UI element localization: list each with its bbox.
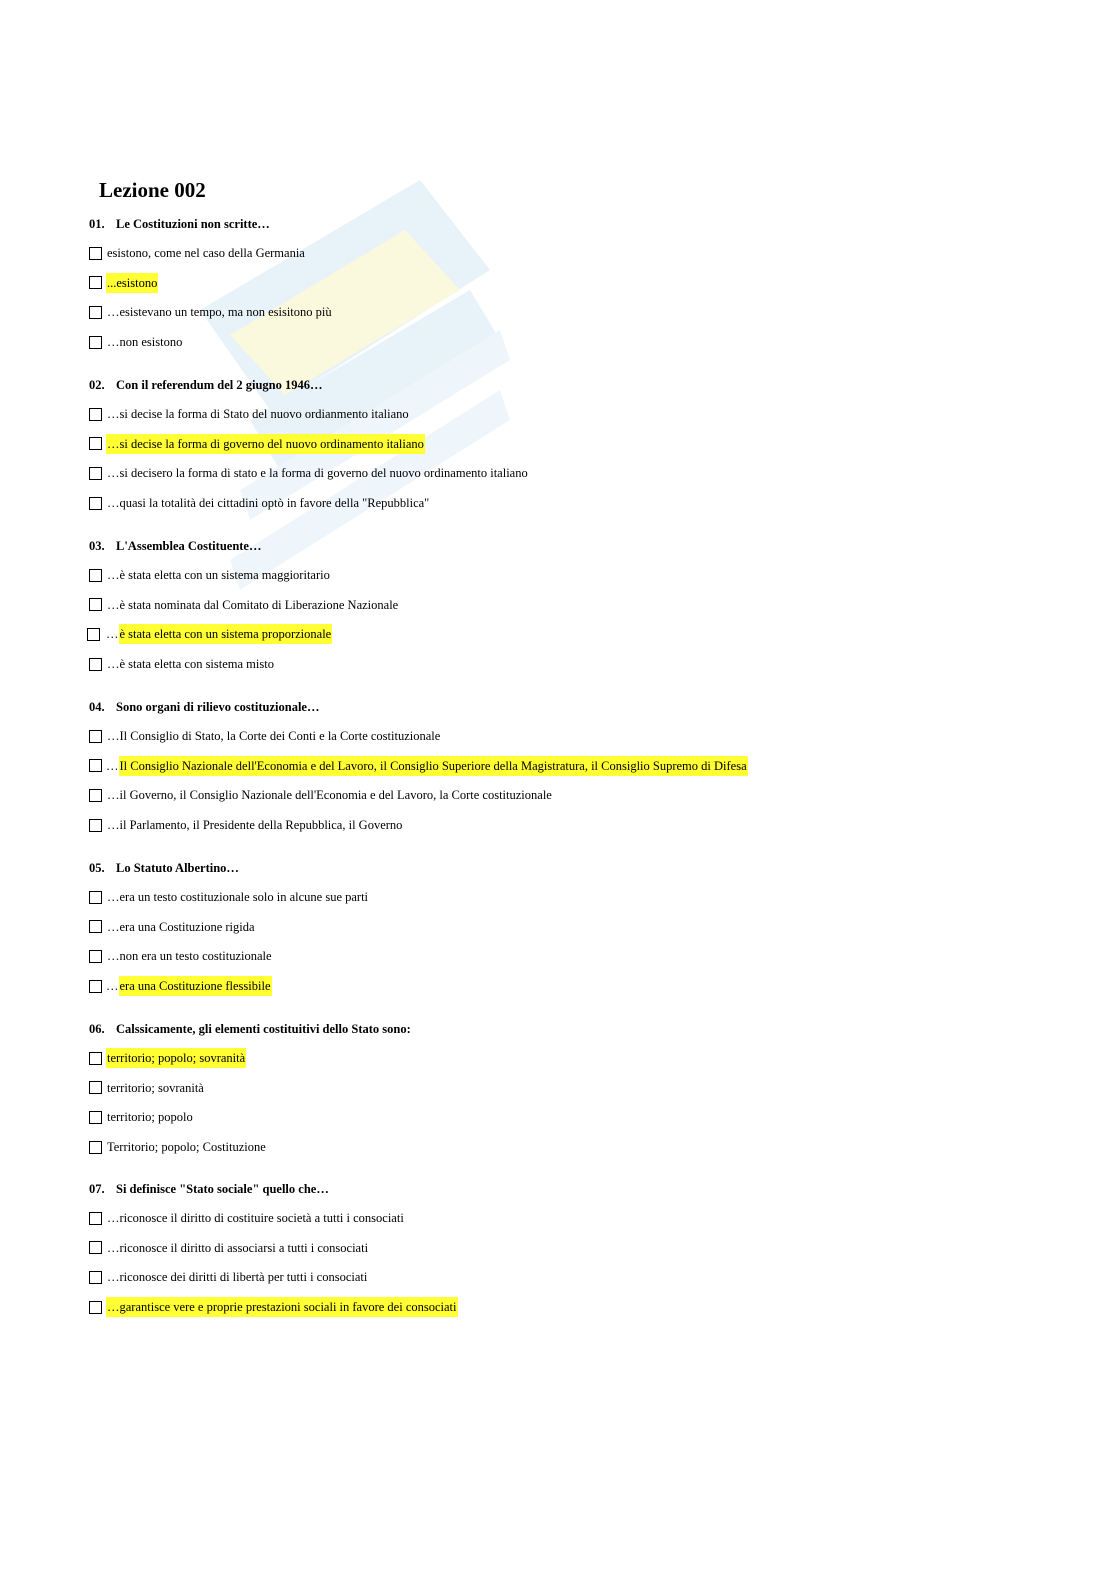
option-text: …era un testo costituzionale solo in alcune sue parti bbox=[107, 890, 369, 904]
option-text: …riconosce dei diritti di libertà per tutti i consociati bbox=[107, 1270, 368, 1285]
option-text: Territorio; popolo; Costituzione bbox=[107, 1140, 266, 1155]
answer-option[interactable] bbox=[89, 1297, 1069, 1317]
option-text-highlighted: Il Consiglio Nazionale dell'Economia e del Lavoro, il Consiglio Superiore della Magistratura, il Consiglio Supremo di Difesa bbox=[119, 756, 748, 776]
option-text: …riconosce il diritto di costituire società a tutti i consociati bbox=[107, 1211, 404, 1225]
option-text: …riconosce il diritto di associarsi a tutti i consociati bbox=[107, 1240, 369, 1255]
question-text: Sono organi di rilievo costituzionale… bbox=[116, 700, 320, 714]
question-03 bbox=[89, 537, 1069, 684]
checkbox[interactable] bbox=[89, 819, 102, 832]
answer-option[interactable] bbox=[89, 273, 1069, 293]
option-prefix: … bbox=[106, 979, 119, 994]
option-text: …Il Consiglio di Stato, la Corte dei Conti e la Corte costituzionale bbox=[107, 729, 441, 743]
answer-option[interactable] bbox=[89, 595, 1069, 615]
checkbox[interactable] bbox=[87, 628, 100, 641]
option-text-highlighted: è stata eletta con un sistema proporzionale bbox=[119, 624, 333, 644]
checkbox[interactable] bbox=[89, 789, 102, 802]
checkbox[interactable] bbox=[89, 658, 102, 671]
option-text-highlighted: territorio; popolo; sovranità bbox=[106, 1048, 246, 1068]
checkbox[interactable] bbox=[89, 920, 102, 933]
checkbox[interactable] bbox=[89, 497, 102, 510]
option-text: …è stata eletta con sistema misto bbox=[107, 657, 274, 672]
option-text: …è stata eletta con un sistema maggioritario bbox=[107, 568, 330, 582]
answer-option[interactable] bbox=[89, 1107, 1069, 1127]
answer-option[interactable] bbox=[89, 976, 1069, 996]
answer-option[interactable] bbox=[89, 1137, 1069, 1157]
option-prefix: … bbox=[106, 627, 119, 642]
answer-option[interactable] bbox=[89, 302, 1069, 322]
page-title: Lezione 002 bbox=[99, 178, 206, 202]
question-text: L'Assemblea Costituente… bbox=[116, 539, 262, 553]
checkbox[interactable] bbox=[89, 1241, 102, 1254]
question-text: Calssicamente, gli elementi costituitivi dello Stato sono: bbox=[116, 1022, 411, 1036]
question-number: 05. bbox=[89, 861, 105, 875]
answer-option[interactable] bbox=[89, 917, 1069, 937]
option-text-highlighted: …garantisce vere e proprie prestazioni sociali in favore dei consociati bbox=[106, 1297, 458, 1317]
answer-option[interactable] bbox=[89, 1078, 1069, 1098]
option-text-highlighted: era una Costituzione flessibile bbox=[119, 976, 272, 996]
answer-option[interactable] bbox=[89, 332, 1069, 352]
question-header bbox=[89, 537, 1069, 555]
answer-option[interactable] bbox=[89, 1208, 1069, 1228]
answer-option[interactable] bbox=[89, 624, 1069, 644]
question-05 bbox=[89, 859, 1069, 1006]
checkbox[interactable] bbox=[89, 1111, 102, 1124]
question-text: Si definisce "Stato sociale" quello che… bbox=[116, 1182, 329, 1196]
checkbox[interactable] bbox=[89, 1301, 102, 1314]
option-text: …quasi la totalità dei cittadini optò in favore della "Repubblica" bbox=[107, 496, 430, 511]
checkbox[interactable] bbox=[89, 1081, 102, 1094]
question-header bbox=[89, 376, 1069, 394]
answer-option[interactable] bbox=[89, 815, 1069, 835]
question-number: 03. bbox=[89, 539, 105, 553]
question-01 bbox=[89, 215, 1069, 362]
checkbox[interactable] bbox=[89, 467, 102, 480]
option-text: …il Governo, il Consiglio Nazionale dell'Economia e del Lavoro, la Corte costituzionale bbox=[107, 788, 552, 803]
checkbox[interactable] bbox=[89, 950, 102, 963]
answer-option[interactable] bbox=[89, 1267, 1069, 1287]
checkbox[interactable] bbox=[89, 569, 102, 582]
option-text: esistono, come nel caso della Germania bbox=[107, 246, 305, 260]
answer-option[interactable] bbox=[89, 434, 1069, 454]
answer-option[interactable] bbox=[89, 1238, 1069, 1258]
option-text: …esistevano un tempo, ma non esisitono più bbox=[107, 305, 332, 320]
question-text: Le Costituzioni non scritte… bbox=[116, 217, 270, 231]
question-07 bbox=[89, 1180, 1069, 1327]
question-header bbox=[89, 1180, 1069, 1198]
option-text: territorio; popolo bbox=[107, 1110, 193, 1125]
question-header bbox=[89, 859, 1069, 877]
question-number: 06. bbox=[89, 1022, 105, 1036]
checkbox[interactable] bbox=[89, 759, 102, 772]
answer-option[interactable] bbox=[89, 756, 1069, 776]
option-text: …si decise la forma di Stato del nuovo ordianmento italiano bbox=[107, 407, 409, 421]
option-text: …è stata nominata dal Comitato di Liberazione Nazionale bbox=[107, 597, 399, 612]
checkbox[interactable] bbox=[89, 891, 102, 904]
option-text: …il Parlamento, il Presidente della Repubblica, il Governo bbox=[107, 818, 403, 833]
question-04 bbox=[89, 698, 1069, 845]
option-text-highlighted: ...esistono bbox=[106, 273, 158, 293]
option-text: …si decisero la forma di stato e la forma di governo del nuovo ordinamento italiano bbox=[107, 466, 528, 481]
question-text: Con il referendum del 2 giugno 1946… bbox=[116, 378, 323, 392]
checkbox[interactable] bbox=[89, 336, 102, 349]
answer-option[interactable] bbox=[89, 726, 1069, 746]
question-text: Lo Statuto Albertino… bbox=[116, 861, 239, 875]
question-number: 07. bbox=[89, 1182, 105, 1196]
option-text: …non era un testo costituzionale bbox=[107, 949, 272, 964]
answer-option[interactable] bbox=[89, 887, 1069, 907]
question-number: 01. bbox=[89, 217, 105, 231]
checkbox[interactable] bbox=[89, 408, 102, 421]
question-02 bbox=[89, 376, 1069, 523]
answer-option[interactable] bbox=[89, 463, 1069, 483]
answer-option[interactable] bbox=[89, 493, 1069, 513]
question-header bbox=[89, 215, 1069, 233]
question-06 bbox=[89, 1020, 1069, 1167]
option-text-highlighted: …si decise la forma di governo del nuovo ordinamento italiano bbox=[106, 434, 425, 454]
option-prefix: … bbox=[106, 758, 119, 773]
answer-option[interactable] bbox=[89, 243, 1069, 263]
answer-option[interactable] bbox=[89, 654, 1069, 674]
checkbox[interactable] bbox=[89, 437, 102, 450]
answer-option[interactable] bbox=[89, 1048, 1069, 1068]
checkbox[interactable] bbox=[89, 306, 102, 319]
question-header bbox=[89, 1020, 1069, 1038]
checkbox[interactable] bbox=[89, 276, 102, 289]
option-text: …era una Costituzione rigida bbox=[107, 919, 255, 934]
answer-option[interactable] bbox=[89, 785, 1069, 805]
checkbox[interactable] bbox=[89, 1141, 102, 1154]
answer-option[interactable] bbox=[89, 946, 1069, 966]
question-header bbox=[89, 698, 1069, 716]
checkbox[interactable] bbox=[89, 247, 102, 260]
checkbox[interactable] bbox=[89, 598, 102, 611]
question-number: 02. bbox=[89, 378, 105, 392]
option-text: …non esistono bbox=[107, 335, 183, 350]
checkbox[interactable] bbox=[89, 1212, 102, 1225]
checkbox[interactable] bbox=[89, 980, 102, 993]
checkbox[interactable] bbox=[89, 1271, 102, 1284]
answer-option[interactable] bbox=[89, 404, 1069, 424]
checkbox[interactable] bbox=[89, 730, 102, 743]
answer-option[interactable] bbox=[89, 565, 1069, 585]
question-number: 04. bbox=[89, 700, 105, 714]
option-text: territorio; sovranità bbox=[107, 1080, 204, 1095]
checkbox[interactable] bbox=[89, 1052, 102, 1065]
